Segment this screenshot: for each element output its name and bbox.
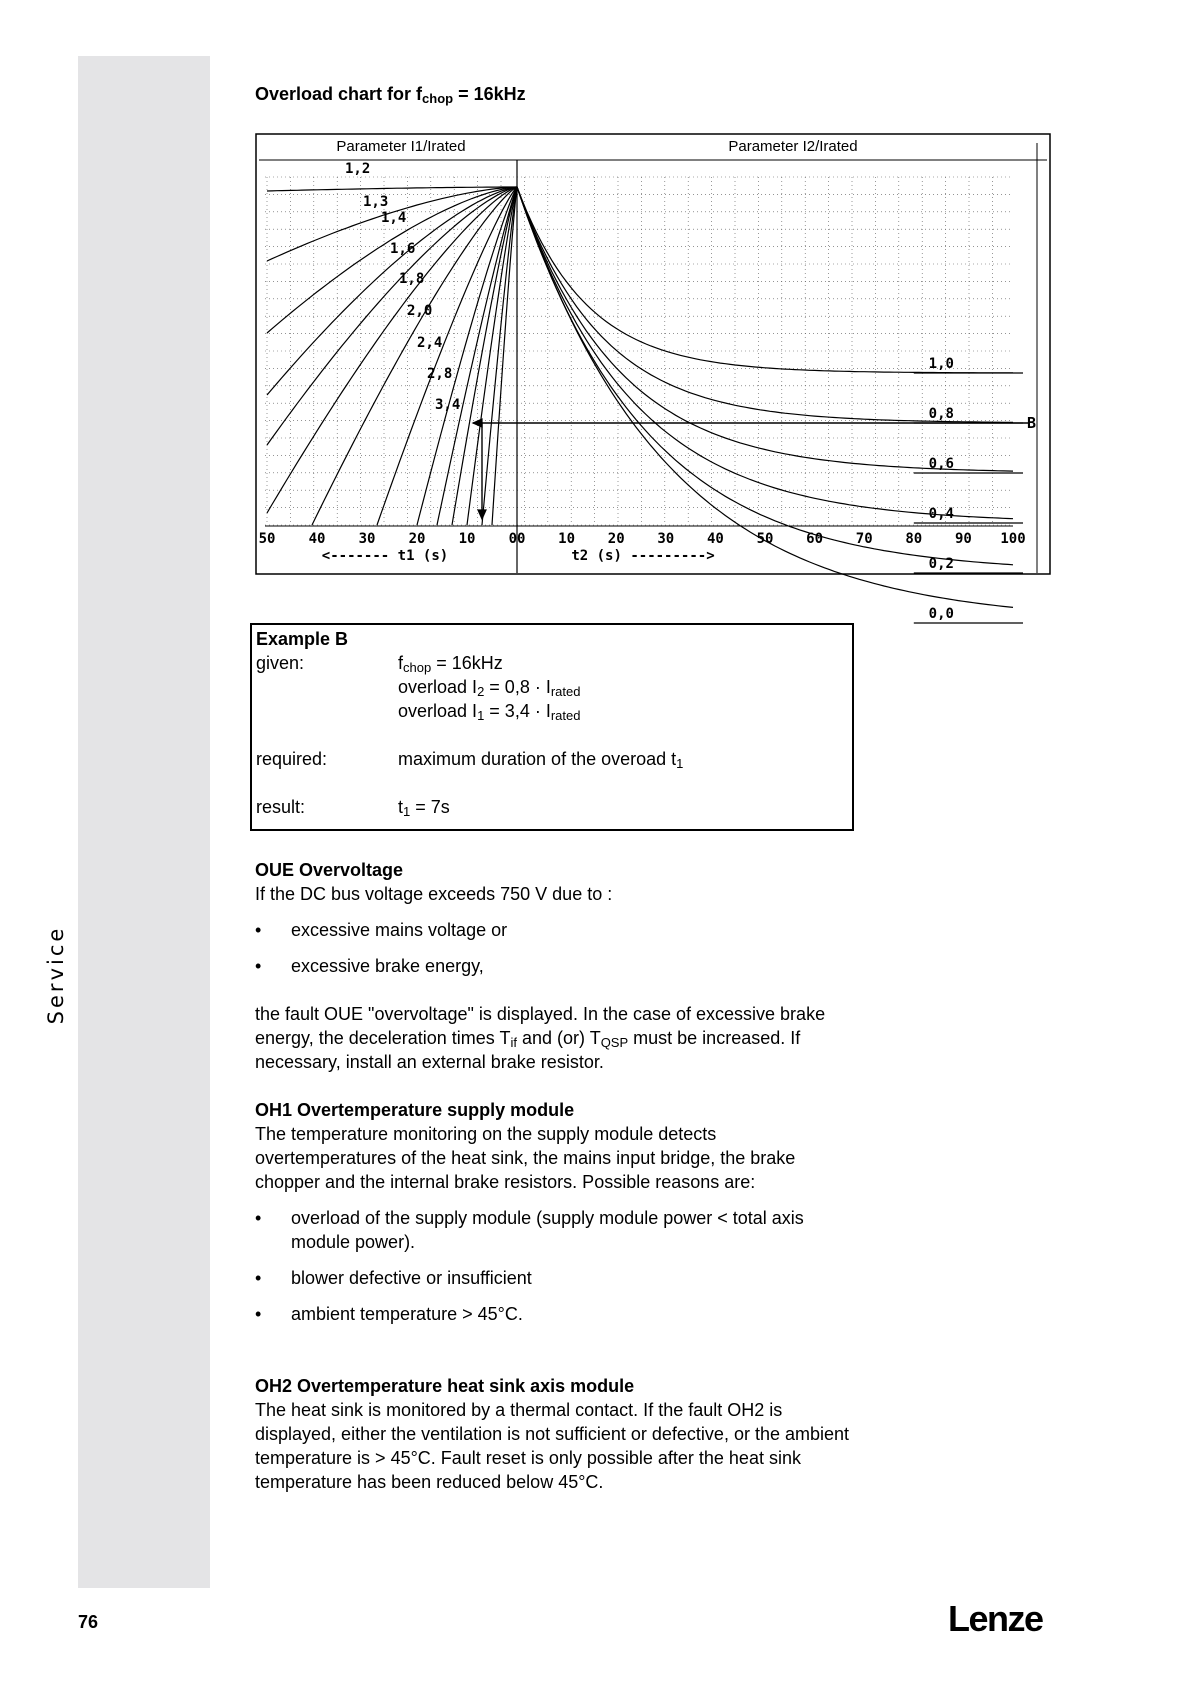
tick-label: 100 [1000,531,1026,547]
tick-label: 20 [607,531,625,547]
result-text: $t_1 = 7s$ [398,797,450,819]
left-curve-label: 1,4 [381,210,407,226]
left-curve-label: 1,3 [363,194,389,210]
given-fchop: $f_{chop} = 16kHz$ [398,653,503,675]
page-number: 76 [78,1612,99,1632]
right-panel-header: Parameter I2/Irated [728,138,858,155]
left-curve-label: 2,0 [407,303,433,319]
right-curve-label: 1,0 [928,356,954,372]
oh2-section [255,1374,855,1494]
left-curve-label: 1,2 [345,161,371,177]
tick-label: 30 [657,531,675,547]
right-curve-label: 0,4 [928,506,954,522]
left-curve-label: 1,8 [399,271,425,287]
tick-label: 50 [756,531,774,547]
given-i1: overload $I_1 = 3,4 \cdot I_{rated}$ [398,701,581,723]
left-curve-label: 2,8 [427,366,453,382]
left-curve-label: 1,6 [390,241,416,257]
given-i2: overload $I_2 = 0,8 \cdot I_{rated}$ [398,677,581,699]
oh2-title: OH2 Overtemperature heat sink axis module [255,1376,635,1396]
required-label: required: [256,749,328,769]
marker-label: B [1027,414,1037,432]
right-curve-label: 0,8 [928,406,954,422]
overload-chart [255,133,1051,622]
tick-label: 20 [408,531,426,547]
tick-label: 00 [508,531,526,547]
result-label: result: [256,797,306,817]
right-curve-label: 0,6 [928,456,954,472]
list-item: • excessive brake energy, [255,954,855,978]
oue-bullets [255,918,855,978]
brand-logo: Lenze [948,1598,1043,1639]
left-axis-label: <------- t1 (s) [321,548,449,564]
oue-section [255,858,855,1074]
oh1-title: OH1 Overtemperature supply module [255,1100,575,1120]
chart-title: Overload chart for $f_{chop} = 16kHz$ [255,84,526,106]
tick-label: 50 [258,531,276,547]
example-box [250,623,854,831]
right-axis-label: t2 (s) ---------> [571,548,715,564]
oh2-text: The heat sink is monitored by a thermal contact. If the fault OH2 is displayed, either the ventilation is not sufficient or defective, or the ambient temperature is > 45°C. Fault reset is only possible after the heat sink temperature has been reduced below 45°C. [255,1400,850,1492]
tick-label: 10 [558,531,576,547]
left-curve-label: 2,4 [417,335,443,351]
oh1-section [255,1098,855,1326]
section-label: Service [44,925,68,1025]
left-panel-header: Parameter I1/Irated [336,138,466,155]
list-item: • excessive mains voltage or [255,918,855,942]
tick-label: 70 [855,531,873,547]
tick-label: 30 [358,531,376,547]
right-curve-label: 0,2 [928,556,954,572]
tick-label: 90 [954,531,972,547]
sidebar-band [78,56,210,1588]
tick-label: 10 [458,531,476,547]
tick-label: 80 [905,531,923,547]
oh1-bullets [255,1206,855,1326]
tick-label: 60 [806,531,824,547]
list-item: • overload of the supply module (supply module power < total axis module power). [255,1206,855,1254]
left-curve-label: 3,4 [435,397,461,413]
oh1-intro: The temperature monitoring on the supply module detects overtemperatures of the heat sink, the mains input bridge, the brake chopper and the internal brake resistors. Possible reasons are: [255,1124,796,1192]
oue-intro: If the DC bus voltage exceeds 750 V due to : [255,884,613,904]
example-title: Example B [256,629,349,649]
required-text: maximum duration of the overoad $t_1$ [398,749,684,771]
tick-label: 40 [706,531,724,547]
list-item: • blower defective or insufficient [255,1266,855,1290]
given-label: given: [256,653,305,673]
oue-text: the fault OUE "overvoltage" is displayed. In the case of excessive brake energy, the deceleration times $T_{if}$ and (or) $T_{QSP}$ must be increased. If necessary, install an external brake resistor. [255,1004,826,1072]
right-curve-label: 0,0 [928,606,954,622]
oue-title: OUE Overvoltage [255,860,404,880]
tick-label: 40 [308,531,326,547]
list-item: • ambient temperature > 45°C. [255,1302,855,1326]
